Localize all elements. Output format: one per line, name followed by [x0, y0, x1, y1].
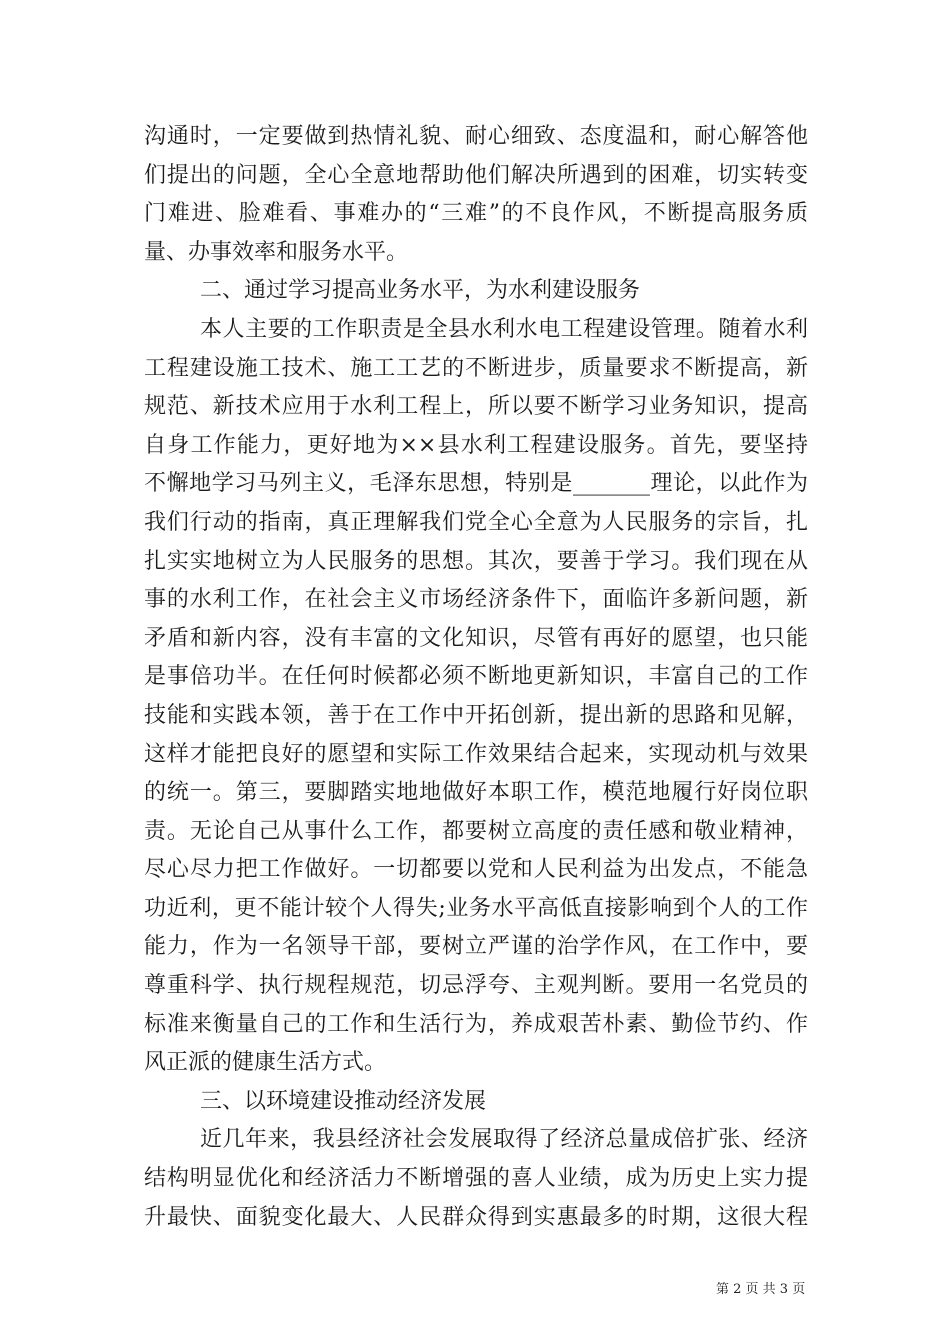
text-line: 的统一。第三，要脚踏实地地做好本职工作，模范地履行好岗位职: [144, 780, 808, 806]
text-line: 事的水利工作，在社会主义市场经济条件下，面临许多新问题，新: [144, 587, 808, 613]
text-line: 结构明显优化和经济活力不断增强的喜人业绩，成为历史上实力提: [144, 1166, 808, 1192]
text-line: 能力，作为一名领导干部，要树立严谨的治学作风，在工作中，要: [144, 934, 808, 960]
text-line: 功近利，更不能计较个人得失;业务水平高低直接影响到个人的工作: [144, 895, 808, 921]
text-line: 矛盾和新内容，没有丰富的文化知识，尽管有再好的愿望，也只能: [144, 625, 808, 651]
text-line: 升最快、面貌变化最大、人民群众得到实惠最多的时期，这很大程: [144, 1204, 808, 1230]
text-line: 扎实实地树立为人民服务的思想。其次，要善于学习。我们现在从: [144, 548, 808, 574]
text-line: 我们行动的指南，真正理解我们党全心全意为人民服务的宗旨，扎: [144, 509, 808, 535]
text-line: 责。无论自己从事什么工作，都要树立高度的责任感和敬业精神，: [144, 818, 808, 844]
text-line: 工程建设施工技术、施工工艺的不断进步，质量要求不断提高，新: [144, 355, 808, 381]
text-line: 本人主要的工作职责是全县水利水电工程建设管理。随着水利: [200, 316, 808, 342]
section-heading-3: 三、以环境建设推动经济发展: [200, 1088, 487, 1114]
text-line: 量、办事效率和服务水平。: [144, 239, 409, 265]
text-line: 尽心尽力把工作做好。一切都要以党和人民利益为出发点，不能急: [144, 857, 808, 883]
text-line: 沟通时，一定要做到热情礼貌、耐心细致、态度温和，耐心解答他: [144, 124, 808, 149]
document-body: [144, 118, 808, 1237]
text-line: 不懈地学习马列主义，毛泽东思想，特别是_______理论，以此作为: [144, 471, 808, 497]
page-indicator: 第 2 页 共 3 页: [716, 1282, 806, 1297]
section-heading-2: 二、通过学习提高业务水平，为水利建设服务: [200, 278, 641, 304]
text-line: 门难进、脸难看、事难办的“三难”的不良作风，不断提高服务质: [144, 201, 808, 227]
text-line: 自身工作能力，更好地为××县水利工程建设服务。首先，要坚持: [144, 432, 808, 458]
text-line: 技能和实践本领，善于在工作中开拓创新，提出新的思路和见解，: [144, 702, 808, 728]
text-line: 尊重科学、执行规程规范，切忌浮夸、主观判断。要用一名党员的: [144, 973, 808, 999]
text-line: 是事倍功半。在任何时候都必须不断地更新知识，丰富自己的工作: [144, 664, 808, 690]
text-line: 们提出的问题，全心全意地帮助他们解决所遇到的困难，切实转变: [144, 162, 808, 188]
text-line: 标准来衡量自己的工作和生活行为，养成艰苦朴素、勤俭节约、作: [144, 1011, 808, 1037]
text-line: 规范、新技术应用于水利工程上，所以要不断学习业务知识，提高: [144, 394, 808, 420]
text-line: 风正派的健康生活方式。: [144, 1050, 387, 1076]
text-line: 近几年来，我县经济社会发展取得了经济总量成倍扩张、经济: [200, 1127, 808, 1153]
text-line: 这样才能把良好的愿望和实际工作效果结合起来，实现动机与效果: [144, 741, 808, 767]
